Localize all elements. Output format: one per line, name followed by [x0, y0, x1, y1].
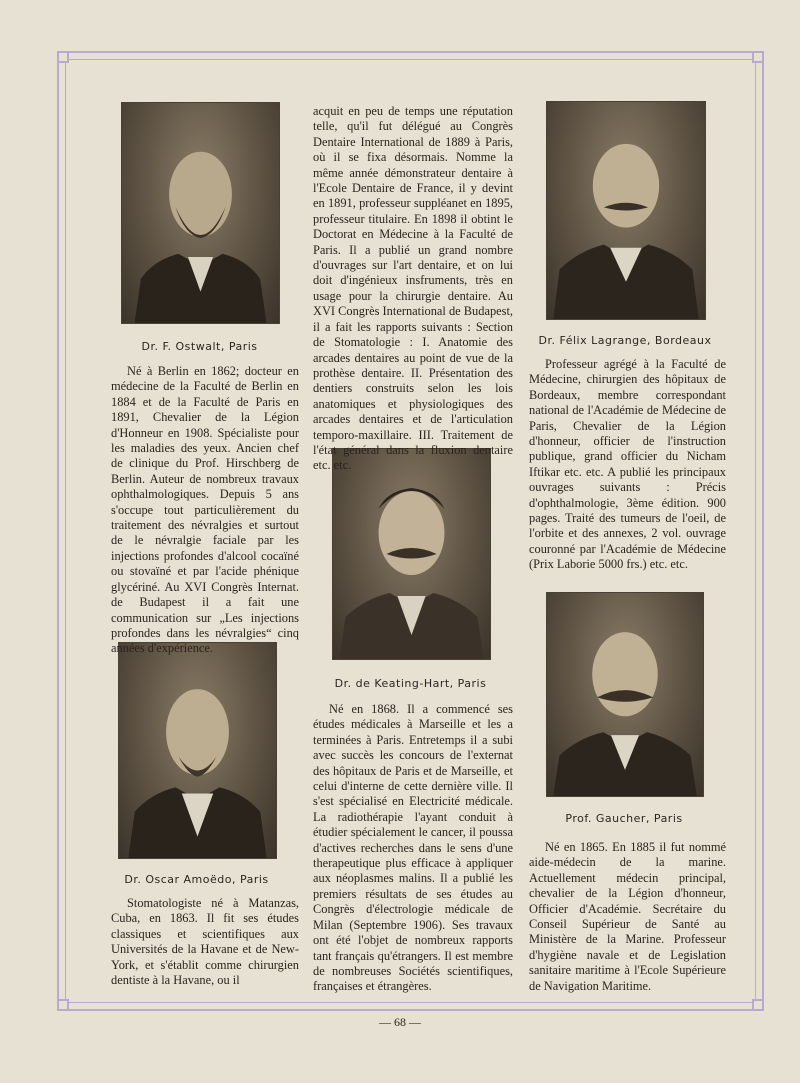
page-number: — 68 —: [379, 1015, 421, 1029]
bio-paragraph: Né en 1865. En 1885 il fut nommé aide-médecin de la marine. Actuellement médecin principal, chevalier de la Légion d'honneur, Officier d'Académie. Secrétaire du Conseil Supérieur de Santé au Ministère de la Marine. Professeur d'hygiène navale et de Legislation sanitaire maritime à l'Ecole Supérieure de Navigation Maritime.: [529, 840, 726, 993]
bio-paragraph: acquit en peu de temps une réputation telle, qu'il fut délégué au Congrès Dentaire International de 1889 à Paris, où il se fixa désormais. Nomme la même année démonstrateur dentaire à l'Ecole Dentaire de France, il y devint en 1891, professeur suppléanet en 1895, professeur titulaire. En 1898 il obtint le Doctorat en Médecine à la Faculté de Paris. Il a publié un grand nombre d'ouvrages sur l'art dentaire, et on lui doit d'ingénieux insfruments, très en usage pour la chirurgie dentaire. Au XVI Congrès International de Budapest, il a fait les rapports suivants : Section de Stomatologie : I. Anatomie des arcades dentaires au point de vue de la prothèse dentaire. II. Présentation des dentiers construits selon les lois anatomiques et physiologiques des arcades dentaires et de l'articulation temporo-maxillaire. III. Traitement de l'état général dans la fluxion dentaire etc. etc.: [313, 104, 513, 473]
frame-corner-bottom-right: [752, 999, 764, 1011]
portrait-photo-gaucher: [546, 592, 704, 797]
portrait-photo-keating-hart: [332, 448, 491, 660]
caption-lagrange: Dr. Félix Lagrange, Bordeaux: [538, 334, 712, 347]
bio-text-ostwalt: [111, 364, 299, 657]
bio-paragraph: Né à Berlin en 1862; docteur en médecine de la Faculté de Berlin en 1884 et de la Faculté de Paris en 1891, Chevalier de la Légion d'Honneur en 1908. Spécialiste pour les maladies des yeux. Ancien chef de clinique du Prof. Hirschberg de Berlin. Auteur de nombreux travaux ophthalmologiques. Depuis 5 ans s'occupe tout particulièrement du traitement des névralgies et surtout de le névralgie faciale par les injections profondes d'alcool cocaïné ou stovaïné et par l'acide phénique glycériné. Au XVI Congrès Internat. de Budapest il a fait une communication sur „Les injections profondes dans les névralgies“ cinq années d'expérience.: [111, 364, 299, 656]
bio-paragraph: Professeur agrégé à la Faculté de Médecine, chirurgien des hôpitaux de Bordeaux, membre correspondant national de l'Académie de Médecine de Paris, Chevalier de la Légion d'honneur, officier de l'instruction publique, grand officier du Nicham Iftikar etc. etc. A publié les principaux ouvrages suivants : Précis d'ophthalmologie, 3ème édition. 900 pages. Traité des tumeurs de l'oeil, de l'orbite et des annexes, 2 vol. ouvrage couronné par l'Académie de Médecine (Prix Laborie 5000 frs.) etc. etc.: [529, 357, 726, 572]
frame-corner-top-right: [752, 51, 764, 63]
caption-keating-hart: Dr. de Keating-Hart, Paris: [334, 677, 487, 690]
portrait-photo-amoedo: [118, 642, 277, 859]
bio-text-amoedo-continued: [313, 104, 513, 474]
bio-paragraph: Né en 1868. Il a commencé ses études médicales à Marseille et les a terminées à Paris. Entretemps il a subi avec succès les concours de l'externat des hôpitaux de Paris et de Marseille, et celui d'interne de cette dernière ville. Il s'est spécialisé en Electricité médicale. La radiothérapie l'ayant conduit à étudier spécialement le cancer, il poussa d'actives recherches dans le sens d'une therapeutique plus efficace à appliquer aux néoplasmes malins. Il a publié les premiers résultats de ses études au Congrès d'électrologie médicale de Milan (Septembre 1906). Ses travaux ont été l'objet de nombreux rapports tant français qu'étrangers. Il est membre de nombreuses Sociétés scientifiques, françaises et étrangères.: [313, 702, 513, 994]
portrait-photo-lagrange: [546, 101, 706, 320]
frame-corner-bottom-left: [57, 999, 69, 1011]
caption-ostwalt: Dr. F. Ostwalt, Paris: [141, 340, 258, 353]
bio-text-gaucher: [529, 840, 726, 994]
frame-corner-top-left: [57, 51, 69, 63]
bio-text-lagrange: [529, 357, 726, 573]
bio-paragraph: Stomatologiste né à Matanzas, Cuba, en 1863. Il fit ses études classiques et scientifiques aux Universités de la Havane et de New-York, et s'établit comme chirurgien dentiste à la Havane, ou il: [111, 896, 299, 988]
caption-gaucher: Prof. Gaucher, Paris: [565, 812, 683, 825]
caption-amoedo: Dr. Oscar Amoëdo, Paris: [124, 873, 269, 886]
portrait-photo-ostwalt: [121, 102, 280, 324]
bio-text-amoedo-start: [111, 896, 299, 988]
bio-text-keating-hart: [313, 702, 513, 995]
